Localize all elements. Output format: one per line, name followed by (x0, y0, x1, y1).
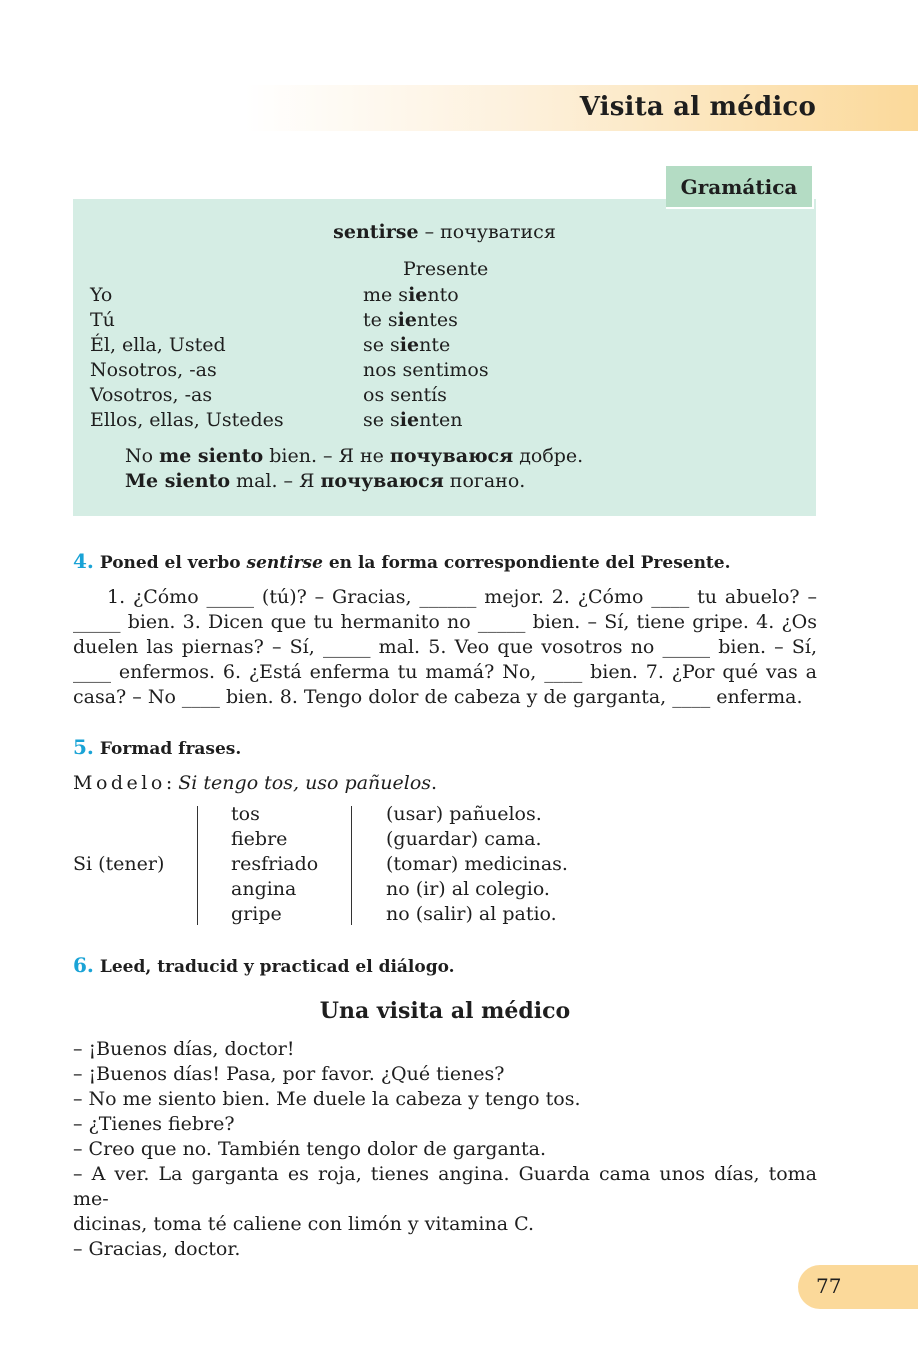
illness-item: resfriado (231, 853, 319, 875)
conjugation-row (90, 333, 489, 358)
conjugation-form (363, 308, 489, 333)
modelo-colon: : (165, 772, 179, 794)
conjugation-pronoun: Vosotros, -as (90, 384, 213, 406)
conjugation-row (90, 358, 489, 383)
dialog-line: – A ver. La garganta es roja, tienes angina. Guarda cama unos días, toma me- (73, 1163, 817, 1210)
dialog-line: – ¿Tienes fiebre? (73, 1113, 235, 1135)
grammar-box (73, 199, 816, 516)
grammar-verb: sentirse (333, 221, 419, 243)
exercise-title: Leed, traducid y practicad el diálogo. (99, 957, 455, 977)
illness-item: angina (231, 878, 297, 900)
modelo-label: Modelo (73, 772, 166, 794)
grammar-verb-heading (73, 221, 816, 243)
dialog-line: – Creo que no. También tengo dolor de garganta. (73, 1138, 547, 1160)
example-text: mal. – Я (230, 470, 321, 492)
example-bold: Me siento (125, 470, 231, 492)
page-number: 77 (816, 1274, 842, 1298)
grammar-verb-translation: – почуватися (418, 221, 556, 243)
conjugation-row (90, 383, 489, 408)
dialog-line: – No me siento bien. Me duele la cabeza y tengo tos. (73, 1088, 581, 1110)
illness-column (231, 802, 318, 927)
dialog-title: Una visita al médico (319, 998, 571, 1024)
exercise-title-verb: sentirse (246, 553, 323, 573)
action-item: (usar) pañuelos. (386, 803, 542, 825)
illness-item: fiebre (231, 828, 288, 850)
exercise-title: Poned el verbo (99, 553, 247, 573)
conjugation-form (363, 383, 489, 408)
form-part: nto (427, 284, 459, 306)
conjugation-form (363, 408, 489, 433)
form-stem-change: ie (399, 409, 420, 431)
exercise-6-heading (73, 953, 455, 977)
exercise-4-text: 1. ¿Cómo _____ (tú)? – Gracias, ______ mejor. 2. ¿Cómo ____ tu abuelo? – _____ bien. 3. Dicen que tu hermanito no _____ bien. – Sí, tiene gripe. 4. ¿Os duelen las piernas? – Sí, _____ mal. 5. Veo que vosotros no _____ bien. – Sí, ____ enfermos. 6. ¿Está enferma tu mamá? No, ____ bien. 7. ¿Por qué vas a casa? – No ____ bien. 8. Tengo dolor de cabeza y de garganta, ____ enferma. (73, 586, 817, 708)
example-text: добре. (513, 445, 584, 467)
modelo-example: Si tengo tos, uso pañuelos (178, 772, 432, 794)
conjugation-form (363, 333, 489, 358)
dialog-line: dicinas, toma té caliene con limón y vitamina C. (73, 1213, 535, 1235)
exercise-4-heading (73, 549, 731, 573)
modelo-line (73, 772, 437, 794)
exercise-5-heading (73, 735, 241, 759)
conjugation-pronoun: Tú (90, 309, 115, 331)
exercise-title: Formad frases. (99, 739, 242, 759)
grammar-example-2 (125, 470, 525, 492)
conjugation-form (363, 358, 489, 383)
form-part: nte (419, 334, 451, 356)
conjugation-table (90, 283, 489, 433)
example-bold: почуваюся (389, 445, 514, 467)
action-item: no (salir) al patio. (386, 903, 557, 925)
illness-item: tos (231, 803, 260, 825)
form-part: me s (363, 284, 409, 306)
modelo-period: . (431, 772, 438, 794)
exercise-number: 5. (73, 735, 94, 759)
example-text: No (125, 445, 160, 467)
conjugation-pronoun: Yo (90, 284, 113, 306)
conjugation-row (90, 283, 489, 308)
exercise-title: en la forma correspondiente del Presente. (322, 553, 731, 573)
conjugation-pronoun: Él, ella, Usted (90, 334, 226, 356)
exercise-number: 6. (73, 953, 94, 977)
form-part: ntes (416, 309, 458, 331)
action-item: (guardar) cama. (386, 828, 542, 850)
dialog-line: – ¡Buenos días! Pasa, por favor. ¿Qué tienes? (73, 1063, 505, 1085)
conjugation-pronoun: Ellos, ellas, Ustedes (90, 409, 284, 431)
conjugation-pronoun: Nosotros, -as (90, 359, 217, 381)
conjugation-row (90, 408, 489, 433)
example-text: bien. – Я не (263, 445, 390, 467)
conjugation-form (363, 283, 489, 308)
example-bold: me siento (159, 445, 264, 467)
column-divider (197, 806, 198, 925)
dialog-line: – Gracias, doctor. (73, 1238, 241, 1260)
illness-item: gripe (231, 903, 282, 925)
example-bold: почуваюся (320, 470, 444, 492)
form-part: nten (419, 409, 463, 431)
exercise-number: 4. (73, 549, 94, 573)
form-part: nos sentimos (363, 359, 489, 381)
action-column (386, 802, 568, 927)
action-item: no (ir) al colegio. (386, 878, 550, 900)
column-divider (351, 806, 352, 925)
grammar-tab: Gramática (666, 166, 814, 209)
grammar-example-1 (125, 445, 583, 467)
dialog-line: – ¡Buenos días, doctor! (73, 1038, 295, 1060)
form-part: se s (363, 409, 400, 431)
form-part: os sentís (363, 384, 447, 406)
page-title: Visita al médico (579, 92, 816, 122)
example-text: погано. (443, 470, 526, 492)
form-stem-change: ie (399, 334, 420, 356)
conjugation-row (90, 308, 489, 333)
form-stem-change: ie (408, 284, 428, 306)
form-part: te s (363, 309, 398, 331)
sentence-subject: Si (tener) (73, 853, 165, 875)
form-stem-change: ie (397, 309, 417, 331)
dialog-text (73, 1037, 817, 1262)
action-item: (tomar) medicinas. (386, 853, 568, 875)
grammar-tense: Presente (403, 258, 489, 280)
form-part: se s (363, 334, 400, 356)
